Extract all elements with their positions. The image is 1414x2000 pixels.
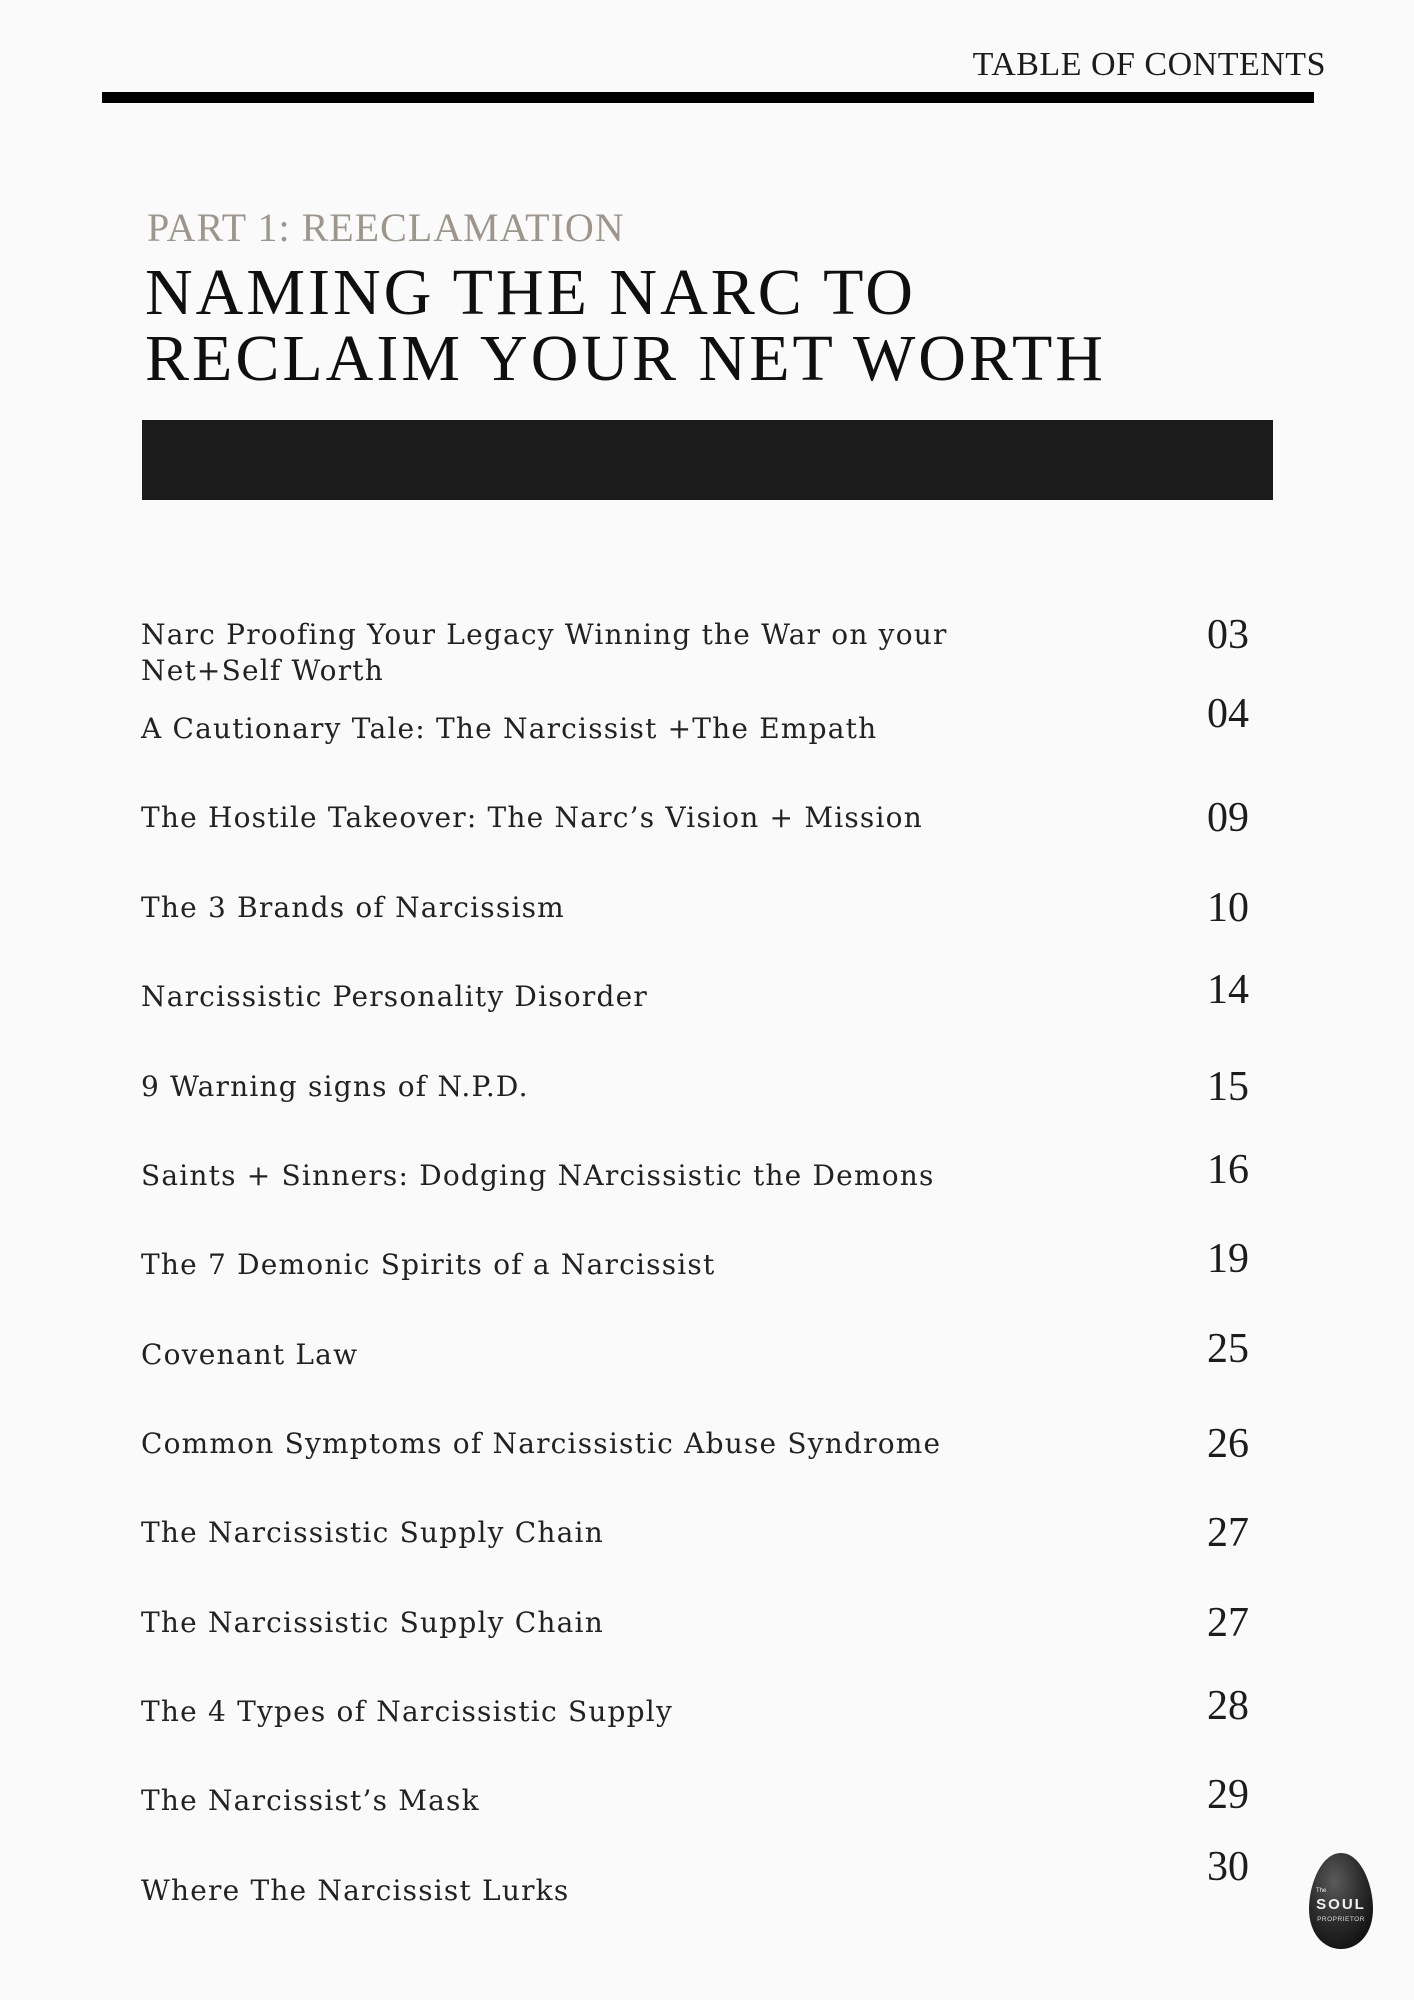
toc-item-title[interactable]: Where The Narcissist Lurks (141, 1874, 570, 1907)
logo-brand-text: SOUL (1316, 1896, 1366, 1913)
logo-small-text: The (1316, 1888, 1327, 1894)
toc-item-page[interactable]: 14 (1207, 967, 1249, 1013)
toc-item-title[interactable]: Narc Proofing Your Legacy Winning the War on your Net+Self Worth (141, 618, 948, 687)
toc-item-title[interactable]: The Narcissist’s Mask (141, 1784, 480, 1817)
toc-item-page[interactable]: 10 (1207, 885, 1249, 931)
toc-item-page[interactable]: 25 (1207, 1326, 1249, 1372)
toc-item-page[interactable]: 04 (1207, 691, 1249, 737)
toc-item-page[interactable]: 19 (1207, 1236, 1249, 1282)
toc-item-title[interactable]: Common Symptoms of Narcissistic Abuse Syndrome (141, 1427, 942, 1460)
toc-item-title[interactable]: Covenant Law (141, 1338, 359, 1371)
toc-item-title[interactable]: Saints + Sinners: Dodging NArcissistic the Demons (141, 1159, 935, 1192)
toc-item-title[interactable]: A Cautionary Tale: The Narcissist +The Empath (141, 712, 878, 745)
logo-sub-text: PROPRIETOR (1317, 1916, 1365, 1923)
part-title (145, 256, 1106, 395)
part-label: PART 1: REECLAMATION (147, 205, 625, 250)
toc-item-title[interactable]: The Narcissistic Supply Chain (141, 1516, 604, 1549)
toc-item-title[interactable]: The 7 Demonic Spirits of a Narcissist (141, 1248, 716, 1281)
toc-item-title[interactable]: The Hostile Takeover: The Narc’s Vision + Mission (141, 801, 923, 834)
toc-item-page[interactable]: 30 (1207, 1844, 1249, 1890)
toc-item-page[interactable]: 16 (1207, 1147, 1249, 1193)
toc-item-page[interactable]: 28 (1207, 1683, 1249, 1729)
header-divider (102, 92, 1314, 103)
toc-item-title[interactable]: The 3 Brands of Narcissism (141, 891, 565, 924)
part-title-line-2: RECLAIM YOUR NET WORTH (145, 322, 1106, 395)
toc-item-page[interactable]: 27 (1207, 1600, 1249, 1646)
toc-item-page[interactable]: 27 (1207, 1510, 1249, 1556)
toc-item-page[interactable]: 03 (1207, 612, 1249, 658)
toc-item-page[interactable]: 29 (1207, 1772, 1249, 1818)
section-header-label: TABLE OF CONTENTS (972, 46, 1326, 83)
toc-item-page[interactable]: 09 (1207, 795, 1249, 841)
toc-item-title[interactable]: The 4 Types of Narcissistic Supply (141, 1695, 673, 1728)
toc-item-title[interactable]: The Narcissistic Supply Chain (141, 1606, 604, 1639)
toc-item-title[interactable]: Narcissistic Personality Disorder (141, 980, 648, 1013)
part-title-line-1: NAMING THE NARC TO (145, 256, 916, 329)
soul-proprietor-logo (1305, 1851, 1377, 1951)
toc-item-title[interactable]: 9 Warning signs of N.P.D. (141, 1070, 529, 1103)
toc-item-page[interactable]: 15 (1207, 1064, 1249, 1110)
toc-item-page[interactable]: 26 (1207, 1421, 1249, 1467)
title-bar (142, 420, 1273, 500)
